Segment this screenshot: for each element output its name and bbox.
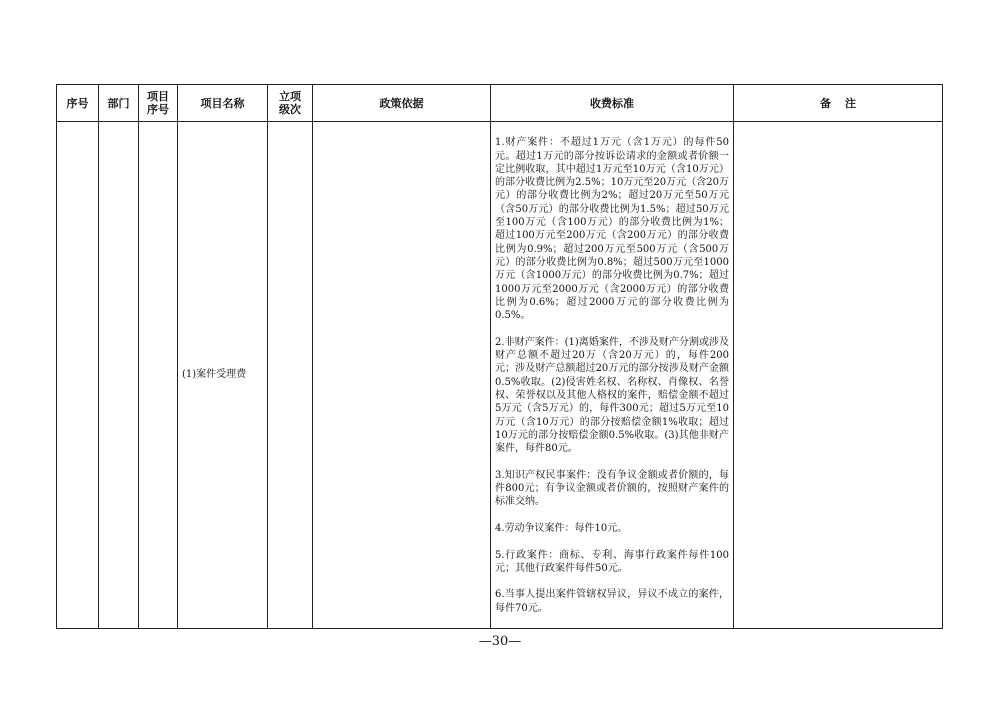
header-department: 部门 xyxy=(99,85,139,122)
header-fee-standard: 收费标准 xyxy=(491,85,734,122)
header-item-name: 项目名称 xyxy=(178,85,268,122)
page-number: —30— xyxy=(478,634,522,649)
cell-remarks xyxy=(734,122,943,629)
cell-department xyxy=(99,122,139,629)
fee-paragraph-jurisdiction-objection: 6.当事人提出案件管辖权异议，异议不成立的案件，每件70元。 xyxy=(495,589,729,614)
cell-level xyxy=(268,122,313,629)
table-row xyxy=(57,122,943,629)
fee-paragraph-non-property-cases: 2.非财产案件：(1)离婚案件，不涉及财产分割或涉及财产总额不超过20万（含20万元）的，每件200元；涉及财产总额超过20万元的部分按涉及财产金额0.5%收取。(2)侵害姓名权、名称权、肖像权、名誉权、荣誉权以及其他人格权的案件，赔偿金额不超过5万元（含5万元）的，每件300元；超过5万元至10万元（含10万元）的部分按赔偿金额1%收取；超过10万元的部分按赔偿金额0.5%收取。(3)其他非财产案件，每件80元。 xyxy=(495,336,729,455)
fee-paragraph-property-cases: 1.财产案件：不超过1万元（含1万元）的每件50元。超过1万元的部分按诉讼请求的金额或者价额一定比例收取，其中超过1万元至10万元（含10万元）的部分收费比例为2.5%；10万元至20万元（含20万元）的部分收费比例为2%；超过20万元至50万元（含50万元）的部分收费比例为1.5%；超过50万元至100万元（含100万元）的部分收费比例为1%；超过100万元至200万元（含200万元）的部分收费比例为0.9%；超过200万元至500万元（含500万元）的部分收费比例为0.8%；超过500万元至1000万元（含1000万元）的部分收费比例为0.7%；超过1000万元至2000万元（含2000万元）的部分收费比例为0.6%；超过2000万元的部分收费比例为0.5%。 xyxy=(495,137,729,322)
cell-item-index xyxy=(139,122,178,629)
header-policy-basis: 政策依据 xyxy=(313,85,491,122)
cell-item-name: (1)案件受理费 xyxy=(178,122,268,629)
header-level: 立项 级次 xyxy=(268,85,313,122)
cell-fee-standard xyxy=(491,122,734,629)
fee-paragraph-labor-disputes: 4.劳动争议案件：每件10元。 xyxy=(495,522,628,534)
header-index: 序号 xyxy=(57,85,99,122)
fee-standard-table xyxy=(56,84,943,629)
fee-paragraph-administrative-cases: 5.行政案件：商标、专利、海事行政案件每件100元；其他行政案件每件50元。 xyxy=(495,549,729,574)
cell-index xyxy=(57,122,99,629)
cell-policy-basis xyxy=(313,122,491,629)
fee-paragraph-ip-civil-cases: 3.知识产权民事案件：没有争议金额或者价额的，每件800元；有争议金额或者价额的，按照财产案件的标准交纳。 xyxy=(495,469,729,508)
table-header-row xyxy=(57,85,943,122)
header-remarks: 备注 xyxy=(734,85,943,122)
header-item-index: 项目 序号 xyxy=(139,85,178,122)
